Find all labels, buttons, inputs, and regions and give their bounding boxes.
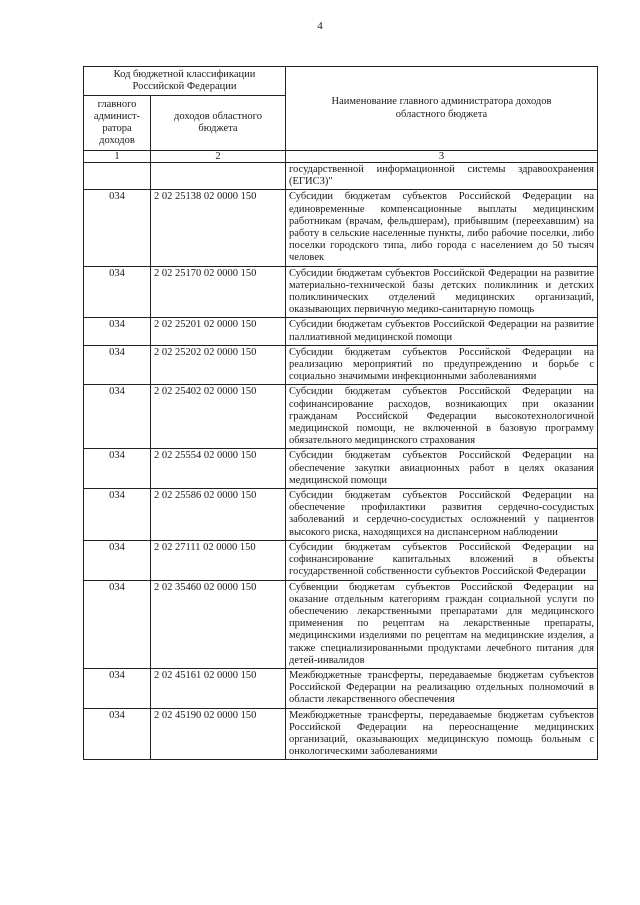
revenue-name: государственной информационной системы здравоохранения (ЕГИСЗ)" xyxy=(286,163,598,190)
header-main-administrator: главного админист-ратора доходов xyxy=(84,96,151,151)
budget-code: 2 02 25170 02 0000 150 xyxy=(151,266,286,318)
table-row xyxy=(84,266,598,318)
admin-code: 034 xyxy=(84,708,151,760)
table-row xyxy=(84,708,598,760)
admin-code: 034 xyxy=(84,266,151,318)
revenue-name: Субвенции бюджетам субъектов Российской Федерации на оказание отдельным категориям граждан социальной услуги по обеспечению лекарственными препаратами для медицинского применения по рецептам на лекарственные препараты, медицинскими изделиями по рецептам на медицинские изделия, а также специализированными продуктами лечебного питания для детей-инвалидов xyxy=(286,580,598,668)
header-regional-income: доходов областного бюджета xyxy=(151,96,286,151)
column-number-1: 1 xyxy=(84,151,151,163)
admin-code: 034 xyxy=(84,318,151,345)
revenue-name: Субсидии бюджетам субъектов Российской Федерации на развитие паллиативной медицинской помощи xyxy=(286,318,598,345)
table-row xyxy=(84,668,598,708)
revenue-name: Субсидии бюджетам субъектов Российской Федерации на софинансирование расходов, возникающих при оказании гражданам Российской Федерации высокотехнологичной медицинской помощи, не включенной в базовую программу обязательного медицинского страхования xyxy=(286,385,598,449)
header-administrator-name: Наименование главного администратора доходов областного бюджета xyxy=(286,67,598,151)
admin-code: 034 xyxy=(84,540,151,580)
budget-code: 2 02 25402 02 0000 150 xyxy=(151,385,286,449)
revenue-name: Субсидии бюджетам субъектов Российской Федерации на развитие материально-технической базы детских поликлиник и детских поликлинических отделений медицинских организаций, оказывающих первичную медико-санитарную помощь xyxy=(286,266,598,318)
budget-code: 2 02 35460 02 0000 150 xyxy=(151,580,286,668)
revenue-name: Межбюджетные трансферты, передаваемые бюджетам субъектов Российской Федерации на переоснащение медицинских организаций, оказывающих медицинскую помощь больным с онкологическими заболеваниями xyxy=(286,708,598,760)
page-number: 4 xyxy=(317,20,323,32)
column-number-2: 2 xyxy=(151,151,286,163)
table-row xyxy=(84,489,598,541)
budget-code: 2 02 45161 02 0000 150 xyxy=(151,668,286,708)
column-number-3: 3 xyxy=(286,151,598,163)
admin-code xyxy=(84,163,151,190)
table-row xyxy=(84,580,598,668)
budget-code: 2 02 25202 02 0000 150 xyxy=(151,345,286,385)
budget-code: 2 02 27111 02 0000 150 xyxy=(151,540,286,580)
budget-code xyxy=(151,163,286,190)
table-row xyxy=(84,449,598,489)
revenue-name: Межбюджетные трансферты, передаваемые бюджетам субъектов Российской Федерации на реализацию отдельных полномочий в области лекарственного обеспечения xyxy=(286,668,598,708)
table-row xyxy=(84,540,598,580)
revenue-name: Субсидии бюджетам субъектов Российской Федерации на обеспечение профилактики развития сердечно-сосудистых заболеваний и сердечно-сосудистых осложнений у пациентов высокого риска, находящихся на диспансерном наблюдении xyxy=(286,489,598,541)
admin-code: 034 xyxy=(84,190,151,266)
table-row xyxy=(84,318,598,345)
admin-code: 034 xyxy=(84,449,151,489)
budget-code: 2 02 25201 02 0000 150 xyxy=(151,318,286,345)
table-row xyxy=(84,163,598,190)
table-row xyxy=(84,190,598,266)
admin-code: 034 xyxy=(84,668,151,708)
budget-code: 2 02 25554 02 0000 150 xyxy=(151,449,286,489)
budget-classification-table xyxy=(83,66,598,760)
admin-code: 034 xyxy=(84,345,151,385)
table-row xyxy=(84,345,598,385)
revenue-name: Субсидии бюджетам субъектов Российской Федерации на единовременные компенсационные выплаты медицинским работникам (врачам, фельдшерам), прибывшим (переехавшим) на работу в сельские населенные пункты, либо рабочие поселки, либо поселки городского типа, либо города с населением до 50 тысяч человек xyxy=(286,190,598,266)
revenue-name: Субсидии бюджетам субъектов Российской Федерации на реализацию мероприятий по предупреждению и борьбе с социально значимыми инфекционными заболеваниями xyxy=(286,345,598,385)
budget-code: 2 02 25138 02 0000 150 xyxy=(151,190,286,266)
admin-code: 034 xyxy=(84,580,151,668)
revenue-name: Субсидии бюджетам субъектов Российской Федерации на обеспечение закупки авиационных работ в целях оказания медицинской помощи xyxy=(286,449,598,489)
admin-code: 034 xyxy=(84,489,151,541)
budget-code: 2 02 45190 02 0000 150 xyxy=(151,708,286,760)
admin-code: 034 xyxy=(84,385,151,449)
table-row xyxy=(84,385,598,449)
budget-code: 2 02 25586 02 0000 150 xyxy=(151,489,286,541)
header-budget-code-group: Код бюджетной классификации Российской Федерации xyxy=(84,67,286,96)
revenue-name: Субсидии бюджетам субъектов Российской Федерации на софинансирование капитальных вложений в объекты государственной собственности субъектов Российской Федерации xyxy=(286,540,598,580)
